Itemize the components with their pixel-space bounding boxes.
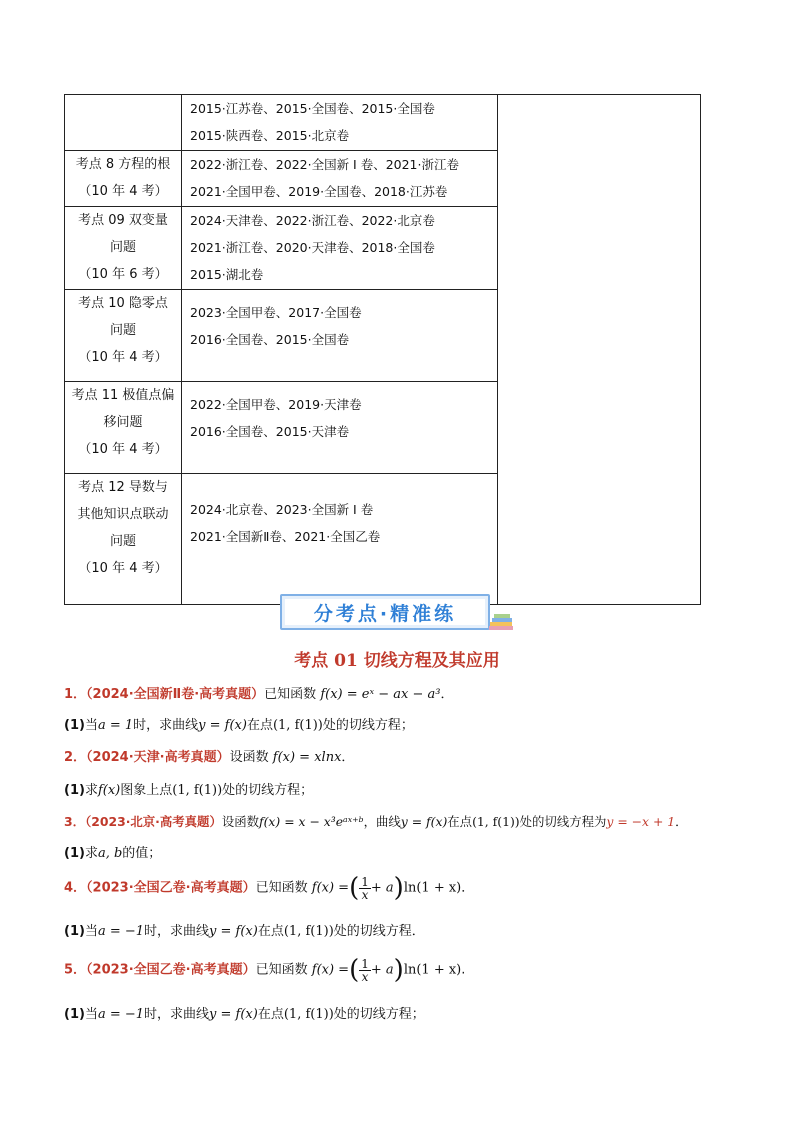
question-stem: 已知函数 [264, 687, 317, 702]
point-formula: (1, f(1)) [172, 783, 223, 798]
fraction [359, 876, 371, 901]
function-formula: f(x) = [311, 880, 350, 896]
section-title: 考点 01 切线方程及其应用 [294, 651, 500, 671]
sources-cell [182, 95, 498, 151]
function-formula: f(x) = xlnx [272, 750, 342, 765]
topic-line: 问题 [109, 323, 136, 338]
question-number: 1． [64, 687, 87, 702]
section-banner: 分考点·精准练 [280, 594, 490, 630]
function-formula: ln(1 + x) [403, 962, 462, 978]
curve-formula: f(x) [97, 783, 121, 798]
point-formula: (1, f(1)) [472, 814, 520, 829]
sources-cell [182, 382, 498, 474]
question-end: ． [675, 814, 688, 829]
function-formula: f(x) = eˣ − ax − a³ [320, 687, 441, 702]
part-text: 时，求曲线 [144, 1007, 210, 1022]
function-formula: f(x) = [311, 962, 350, 978]
question-1 [64, 683, 453, 702]
condition-formula: a = −1 [97, 1007, 145, 1022]
curve-formula: y = f(x) [400, 814, 448, 829]
source-line: 2015·江苏卷、2015·全国卷、2015·全国卷 [190, 101, 435, 116]
topic-line: 考点 8 方程的根 [75, 157, 171, 172]
question-3 [64, 812, 688, 830]
question-end: ． [341, 750, 355, 765]
topic-line: （10 年 4 考） [78, 184, 168, 199]
condition-formula: a = −1 [97, 924, 145, 939]
part-text: 当 [84, 924, 98, 939]
part-label: (1) [64, 783, 85, 798]
source-line: 2022·浙江卷、2022·全国新 I 卷、2021·浙江卷 [190, 157, 459, 172]
sources-cell [182, 207, 498, 290]
question-2 [64, 746, 354, 765]
tangent-formula: y = −x + 1 [606, 814, 676, 829]
question-source-tag: （2024·全国新Ⅱ卷·高考真题） [86, 687, 265, 702]
fraction-denominator: x [361, 887, 369, 902]
books-icon [488, 610, 514, 632]
topic-line: 问题 [109, 534, 136, 549]
source-line: 2022·全国甲卷、2019·天津卷 [190, 397, 362, 412]
part-text: 处的切线方程； [333, 1007, 425, 1022]
source-line: 2024·天津卷、2022·浙江卷、2022·北京卷 [190, 213, 435, 228]
curve-formula: y = f(x) [209, 1007, 258, 1022]
question-5 [64, 955, 465, 985]
sources-cell [182, 474, 498, 605]
question-source-tag: （2024·天津·高考真题） [86, 750, 230, 765]
part-text: 当 [84, 718, 98, 733]
left-paren: ( [349, 955, 360, 985]
topic-line: 移问题 [103, 415, 143, 430]
point-formula: (1, f(1)) [283, 1007, 334, 1022]
point-formula: (1, f(1)) [272, 718, 323, 733]
fraction-numerator: 1 [361, 956, 369, 971]
point-formula: (1, f(1)) [283, 924, 334, 939]
topic-line: 考点 11 极值点偏 [71, 388, 175, 403]
part-label: (1) [64, 924, 85, 939]
fraction-numerator: 1 [361, 874, 369, 889]
part-text: 求 [84, 783, 98, 798]
fraction-denominator: x [361, 969, 369, 984]
question-source-tag: （2023·北京·高考真题） [85, 814, 222, 829]
topic-line: （10 年 6 考） [78, 267, 168, 282]
sources-cell [182, 151, 498, 207]
exam-topic-table [64, 94, 701, 605]
question-1-part-1 [64, 714, 414, 733]
part-label: (1) [64, 846, 85, 861]
table-row [65, 95, 701, 151]
source-line: 2023·全国甲卷、2017·全国卷 [190, 305, 362, 320]
right-paren: ) [393, 955, 404, 985]
topic-line: 考点 12 导数与 [78, 480, 168, 495]
sources-cell [182, 290, 498, 382]
topic-cell [65, 382, 182, 474]
source-line: 2016·全国卷、2015·全国卷 [190, 332, 350, 347]
question-number: 4． [64, 880, 87, 896]
topic-cell [65, 474, 182, 605]
question-4-part-1 [64, 920, 425, 939]
part-text: 当 [84, 1007, 98, 1022]
left-paren: ( [349, 873, 360, 903]
question-stem: 在点 [447, 814, 473, 829]
source-line: 2015·陕西卷、2015·北京卷 [190, 128, 350, 143]
question-5-part-1 [64, 1003, 425, 1022]
part-text: 在点 [257, 1007, 284, 1022]
part-text: 在点 [246, 718, 273, 733]
topic-cell [65, 290, 182, 382]
part-text: 处的切线方程． [333, 924, 425, 939]
topic-cell [65, 95, 182, 151]
question-4 [64, 873, 474, 903]
condition-formula: a = 1 [97, 718, 134, 733]
topic-cell [65, 151, 182, 207]
question-stem: 设函数 [221, 814, 260, 829]
source-line: 2016·全国卷、2015·天津卷 [190, 424, 350, 439]
source-line: 2021·全国甲卷、2019·全国卷、2018·江苏卷 [190, 184, 448, 199]
curve-formula: y = f(x) [209, 924, 258, 939]
source-line: 2021·浙江卷、2020·天津卷、2018·全国卷 [190, 240, 435, 255]
topic-line: 其他知识点联动 [77, 507, 169, 522]
fraction [359, 958, 371, 983]
part-text: 时，求曲线 [133, 718, 199, 733]
topic-line: （10 年 4 考） [78, 350, 168, 365]
topic-cell [65, 207, 182, 290]
topic-line: 考点 09 双变量 [78, 213, 168, 228]
part-text: 的值； [122, 846, 162, 861]
question-2-part-1 [64, 779, 313, 798]
question-stem: 设函数 [229, 750, 269, 765]
question-end: . [461, 962, 466, 978]
question-end: ． [461, 880, 475, 896]
function-formula: ln(1 + x) [403, 880, 462, 896]
part-label: (1) [64, 1007, 85, 1022]
topic-line: （10 年 4 考） [78, 561, 168, 576]
topic-line: （10 年 4 考） [78, 442, 168, 457]
part-text: 在点 [257, 924, 284, 939]
part-label: (1) [64, 718, 85, 733]
question-stem: 已知函数 [255, 962, 308, 978]
function-formula: + a [370, 962, 394, 978]
source-line: 2024·北京卷、2023·全国新 I 卷 [190, 502, 374, 517]
notes-cell [498, 95, 701, 605]
question-source-tag: （2023·全国乙卷·高考真题） [86, 962, 256, 978]
part-text: 时，求曲线 [144, 924, 210, 939]
question-stem: 处的切线方程为 [519, 814, 607, 829]
question-number: 3． [64, 814, 86, 829]
part-text: 处的切线方程； [322, 718, 414, 733]
question-source-tag: （2023·全国乙卷·高考真题） [86, 880, 256, 896]
question-number: 2． [64, 750, 87, 765]
topic-line: 问题 [109, 240, 136, 255]
question-end: ． [440, 687, 454, 702]
part-text: 处的切线方程； [222, 783, 314, 798]
source-line: 2021·全国新Ⅱ卷、2021·全国乙卷 [190, 529, 381, 544]
function-formula: + a [370, 880, 394, 896]
question-stem: 已知函数 [255, 880, 308, 896]
question-3-part-1 [64, 842, 161, 861]
topic-line: 考点 10 隐零点 [78, 296, 168, 311]
question-number: 5． [64, 962, 87, 978]
source-line: 2015·湖北卷 [190, 267, 264, 282]
variables-formula: a, b [97, 846, 123, 861]
question-stem: ，曲线 [363, 814, 401, 829]
right-paren: ) [393, 873, 404, 903]
function-formula: f(x) = x − x³eᵃˣ⁺ᵇ [259, 814, 364, 829]
curve-formula: y = f(x) [198, 718, 247, 733]
part-text: 图象上点 [120, 783, 173, 798]
part-text: 求 [84, 846, 98, 861]
